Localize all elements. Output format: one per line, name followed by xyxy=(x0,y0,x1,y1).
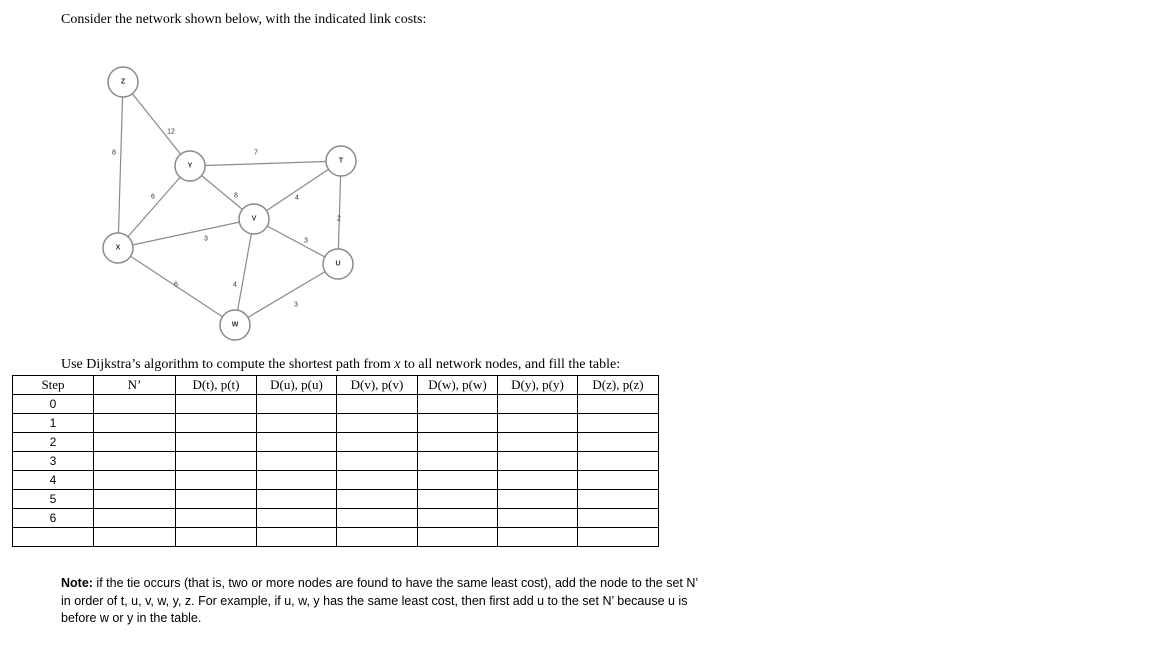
node-label-z: Z xyxy=(120,78,126,86)
table-cell xyxy=(578,414,659,433)
node-label-t: T xyxy=(338,157,344,165)
edge-cost-v-w: 4 xyxy=(233,281,237,289)
table-cell xyxy=(578,471,659,490)
table-cell xyxy=(257,452,337,471)
edge-cost-t-u: 2 xyxy=(337,215,341,223)
table-cell xyxy=(578,509,659,528)
table-cell xyxy=(418,414,498,433)
table-cell xyxy=(498,452,578,471)
edge-cost-u-w: 3 xyxy=(294,301,298,309)
edge-z-y xyxy=(123,82,190,166)
table-cell xyxy=(176,490,257,509)
table-cell xyxy=(418,509,498,528)
table-cell xyxy=(337,471,418,490)
edge-cost-z-x: 8 xyxy=(112,149,116,157)
table-cell xyxy=(498,528,578,547)
table-row xyxy=(13,452,659,471)
table-cell xyxy=(176,414,257,433)
table-cell xyxy=(176,528,257,547)
table-cell xyxy=(257,490,337,509)
header-dz: D(z), p(z) xyxy=(578,376,659,395)
node-label-w: W xyxy=(231,321,239,329)
table-row xyxy=(13,414,659,433)
header-dy: D(y), p(y) xyxy=(498,376,578,395)
table-cell xyxy=(578,452,659,471)
header-dw: D(w), p(w) xyxy=(418,376,498,395)
edge-cost-y-t: 7 xyxy=(254,149,258,157)
edge-cost-x-v: 3 xyxy=(204,235,208,243)
step-number: 4 xyxy=(13,471,94,490)
table-cell xyxy=(94,414,176,433)
note-text xyxy=(61,575,701,628)
table-cell xyxy=(257,528,337,547)
table-row xyxy=(13,471,659,490)
table-cell xyxy=(578,395,659,414)
table-cell xyxy=(94,433,176,452)
instruction-text xyxy=(61,357,620,373)
edge-cost-x-w: 6 xyxy=(174,281,178,289)
step-number: 0 xyxy=(13,395,94,414)
header-dt: D(t), p(t) xyxy=(176,376,257,395)
table-cell xyxy=(498,509,578,528)
edge-cost-v-u: 3 xyxy=(304,237,308,245)
instruction-variable: x xyxy=(394,357,401,372)
table-cell xyxy=(337,414,418,433)
edge-x-v xyxy=(118,219,254,248)
step-number: 6 xyxy=(13,509,94,528)
edge-y-t xyxy=(190,161,341,166)
instruction-prefix: Use Dijkstra’s algorithm to compute the shortest path from xyxy=(61,357,395,372)
table-cell xyxy=(257,414,337,433)
node-label-v: V xyxy=(251,215,257,223)
table-cell xyxy=(578,433,659,452)
table-row xyxy=(13,490,659,509)
table-cell xyxy=(94,490,176,509)
step-number: 3 xyxy=(13,452,94,471)
table-cell xyxy=(578,528,659,547)
edge-y-x xyxy=(118,166,190,248)
edge-v-w xyxy=(235,219,254,325)
table-cell xyxy=(337,528,418,547)
network-graph xyxy=(0,0,420,345)
table-header-row xyxy=(13,376,659,395)
table-cell xyxy=(176,452,257,471)
table-cell xyxy=(498,433,578,452)
header-step: Step xyxy=(13,376,94,395)
edge-cost-y-v: 8 xyxy=(234,192,238,200)
table-cell xyxy=(176,395,257,414)
table-cell xyxy=(337,452,418,471)
table-cell xyxy=(94,528,176,547)
table-cell xyxy=(337,433,418,452)
step-number: 1 xyxy=(13,414,94,433)
note-body: if the tie occurs (that is, two or more nodes are found to have the same least cost), add the node to the set N’ in order of t, u, v, w, y, z. For example, if u, w, y has the same least cost, then first add u to the set N’ because u is before w or y in the table. xyxy=(61,576,698,625)
table-cell xyxy=(498,490,578,509)
table-row xyxy=(13,528,659,547)
table-cell xyxy=(418,490,498,509)
edge-z-x xyxy=(118,82,123,248)
table-cell xyxy=(176,471,257,490)
table-cell xyxy=(337,490,418,509)
step-number: 2 xyxy=(13,433,94,452)
note-label: Note: xyxy=(61,576,93,590)
header-dv: D(v), p(v) xyxy=(337,376,418,395)
table-cell xyxy=(257,509,337,528)
intro-text: Consider the network shown below, with the indicated link costs: xyxy=(61,12,427,27)
table-cell xyxy=(498,395,578,414)
node-label-y: Y xyxy=(187,162,193,170)
table-cell xyxy=(94,509,176,528)
table-row xyxy=(13,509,659,528)
table-cell xyxy=(176,509,257,528)
edge-cost-t-v: 4 xyxy=(295,194,299,202)
table-row xyxy=(13,433,659,452)
table-cell xyxy=(257,471,337,490)
header-n-prime: N’ xyxy=(94,376,176,395)
header-du: D(u), p(u) xyxy=(257,376,337,395)
table-cell xyxy=(498,471,578,490)
table-cell xyxy=(337,509,418,528)
dijkstra-table xyxy=(12,375,659,547)
table-cell xyxy=(418,471,498,490)
table-cell xyxy=(418,528,498,547)
table-cell xyxy=(498,414,578,433)
node-label-u: U xyxy=(335,260,341,268)
table-cell xyxy=(94,395,176,414)
table-cell xyxy=(176,433,257,452)
table-cell xyxy=(578,490,659,509)
table-cell xyxy=(94,471,176,490)
table-row xyxy=(13,395,659,414)
table-cell xyxy=(337,395,418,414)
table-cell xyxy=(257,395,337,414)
table-cell xyxy=(94,452,176,471)
table-cell xyxy=(418,452,498,471)
edge-cost-z-y: 12 xyxy=(167,128,175,136)
table-cell xyxy=(257,433,337,452)
edge-cost-y-x: 6 xyxy=(151,193,155,201)
table-cell xyxy=(418,395,498,414)
instruction-suffix: to all network nodes, and fill the table: xyxy=(400,357,621,372)
node-label-x: X xyxy=(115,244,121,252)
step-number xyxy=(13,528,94,547)
table-cell xyxy=(418,433,498,452)
edge-u-w xyxy=(235,264,338,325)
step-number: 5 xyxy=(13,490,94,509)
